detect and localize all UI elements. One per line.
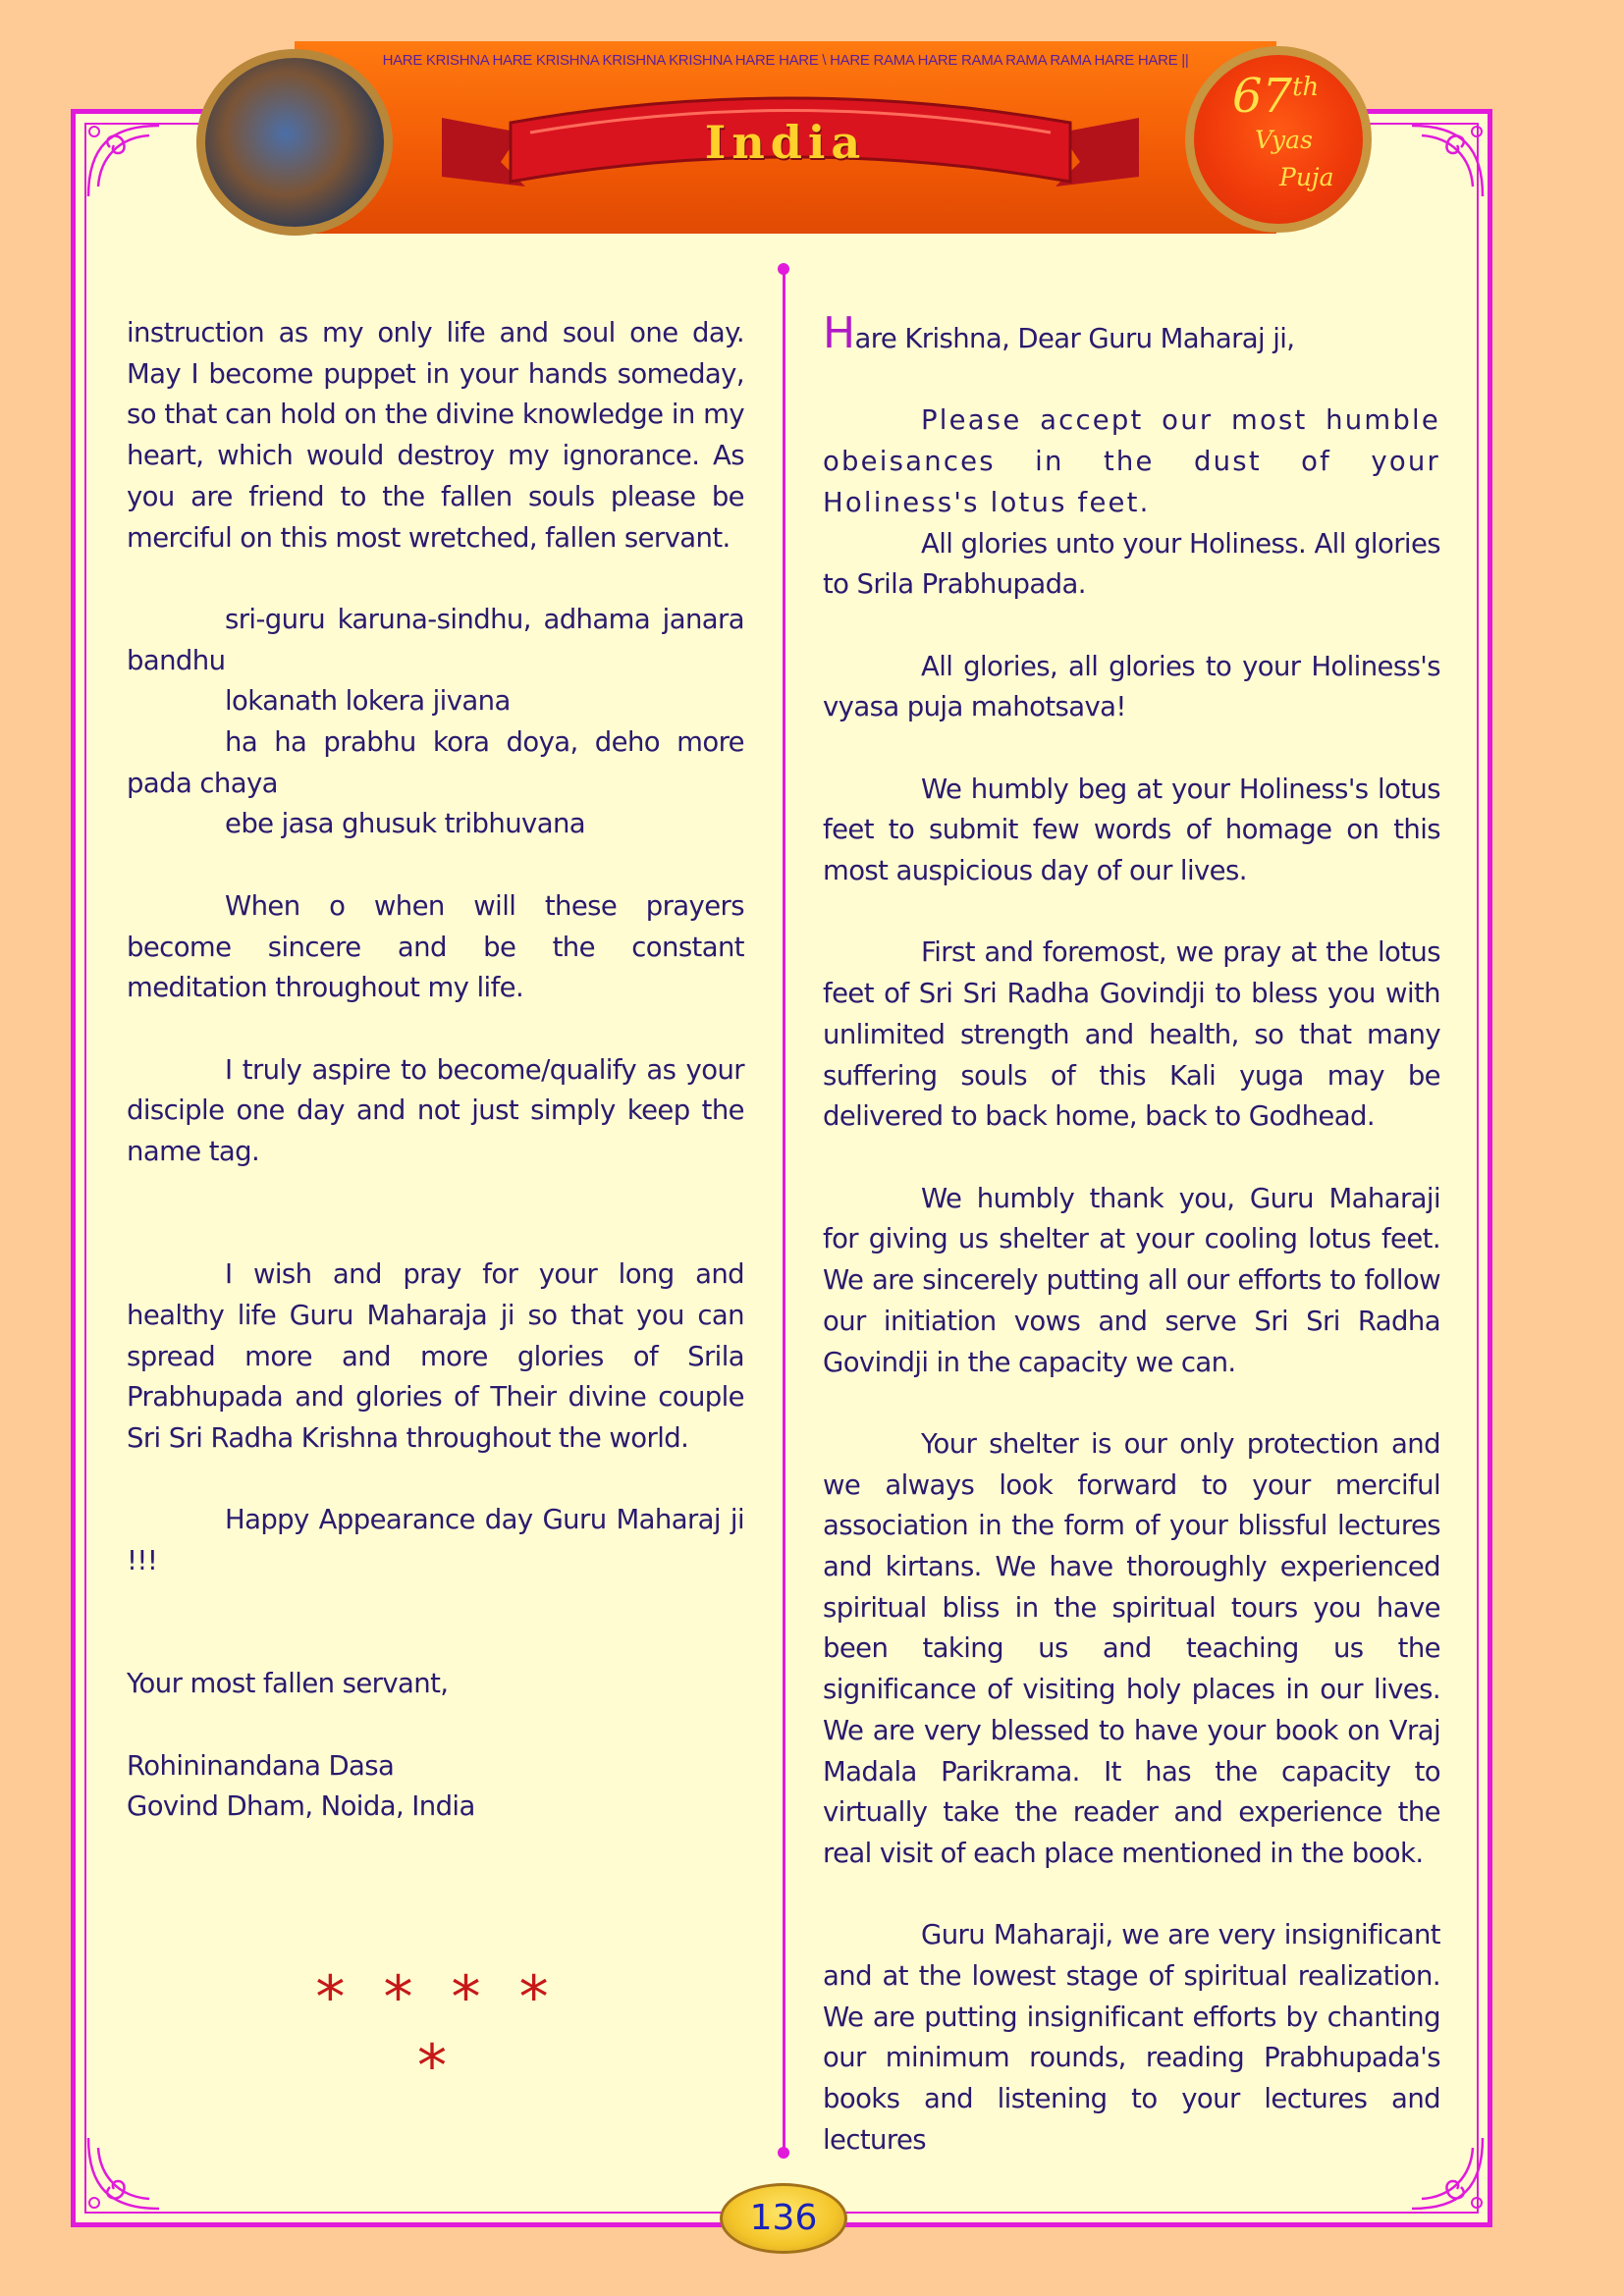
page-title: India xyxy=(704,116,867,169)
corner-flourish-bottom-left-icon xyxy=(81,2128,169,2216)
badge-number: 67th xyxy=(1232,69,1320,124)
right-paragraph-6: We humbly thank you, Guru Maharaji for giving us shelter at your cooling lotus feet. We are sincerely putting all our efforts to follow our initiation vows and serve Sri Sri Radha Govindji in the capacity we can. xyxy=(823,1182,1440,1378)
section-stars: * * * * * xyxy=(315,1963,559,2101)
closing-line: Your most fallen servant, xyxy=(127,1668,449,1700)
column-divider xyxy=(783,269,785,2154)
right-paragraph-3: All glories, all glories to your Holiness's vyasa puja mahotsava! xyxy=(823,650,1440,723)
right-paragraph-7: Your shelter is our only protection and we always look forward to your merciful association in the form of your blissful lectures and kirtans. We have thoroughly experienced spiritual bliss in the spiritual tours you have been taking us and teaching us the significance of visiting holy places in our lives. We are very blessed to have your book on Vraj Madala Parikrama. It has the capacity to virtually take the reader and experience the real visit of each place mentioned in the book. xyxy=(823,1427,1440,1869)
divider-dot-bottom xyxy=(778,2147,789,2159)
signature-place: Govind Dham, Noida, India xyxy=(127,1790,475,1823)
signature-name: Rohininandana Dasa xyxy=(127,1749,395,1782)
left-paragraph-4: I wish and pray for your long and healthy life Guru Maharaja ji so that you can spread more and more glories of Srila Prabhupada and glories of Their divine couple Sri Sri Radha Krishna throughout the world. xyxy=(127,1258,744,1454)
verse-line-3: ha ha prabhu kora doya, deho more pada chaya xyxy=(127,726,744,799)
divider-dot-top xyxy=(778,263,789,275)
left-paragraph-5: Happy Appearance day Guru Maharaj ji !!! xyxy=(127,1504,744,1577)
greeting xyxy=(823,308,1440,360)
right-paragraph-1: Please accept our most humble obeisances in the dust of your Holiness's lotus feet. xyxy=(823,404,1440,518)
corner-flourish-top-left-icon xyxy=(81,118,169,206)
greeting-initial: H xyxy=(823,308,855,358)
badge-word-vyas: Vyas xyxy=(1255,126,1313,154)
left-paragraph-1: instruction as my only life and soul one day. May I become puppet in your hands someday, so that can hold on the divine knowledge in my heart, which would destroy my ignorance. As you are friend to the fallen souls please be merciful on this most wretched, fallen servant. xyxy=(127,317,744,554)
right-paragraph-4: We humbly beg at your Holiness's lotus feet to submit few words of homage on this most auspicious day of our lives. xyxy=(823,773,1440,887)
mantra-line: HARE KRISHNA HARE KRISHNA KRISHNA KRISHNA HARE HARE \ HARE RAMA HARE RAMA RAMA RAMA HARE HARE || xyxy=(382,52,1189,69)
greeting-text: are Krishna, Dear Guru Maharaj ji, xyxy=(854,323,1295,354)
right-paragraph-5: First and foremost, we pray at the lotus feet of Sri Sri Radha Govindji to bless you with unlimited strength and health, so that many suffering souls of this Kali yuga may be delivered to back home, back to Godhead. xyxy=(823,936,1440,1133)
left-paragraph-2: When o when will these prayers become sincere and be the constant meditation throughout my life. xyxy=(127,889,744,1004)
badge-word-puja: Puja xyxy=(1279,163,1334,191)
left-column xyxy=(127,313,744,1828)
left-paragraph-3: I truly aspire to become/qualify as your disciple one day and not just simply keep the name tag. xyxy=(127,1053,744,1168)
verse-line-1: sri-guru karuna-sindhu, adhama janara bandhu xyxy=(127,603,744,676)
deity-image-icon xyxy=(196,49,393,236)
page-number: 136 xyxy=(720,2183,847,2254)
verse-line-4: ebe jasa ghusuk tribhuvana xyxy=(225,808,586,840)
right-paragraph-8: Guru Maharaji, we are very insignificant and at the lowest stage of spiritual realization. We are putting insignificant efforts by chanting our minimum rounds, reading Prabhupada's books and listening to your lectures and lectures xyxy=(823,1919,1440,2156)
verse-line-2: lokanath lokera jivana xyxy=(225,685,511,718)
right-column xyxy=(823,308,1440,2162)
corner-flourish-top-right-icon xyxy=(1402,118,1490,206)
right-paragraph-2: All glories unto your Holiness. All glories to Srila Prabhupada. xyxy=(823,527,1440,601)
